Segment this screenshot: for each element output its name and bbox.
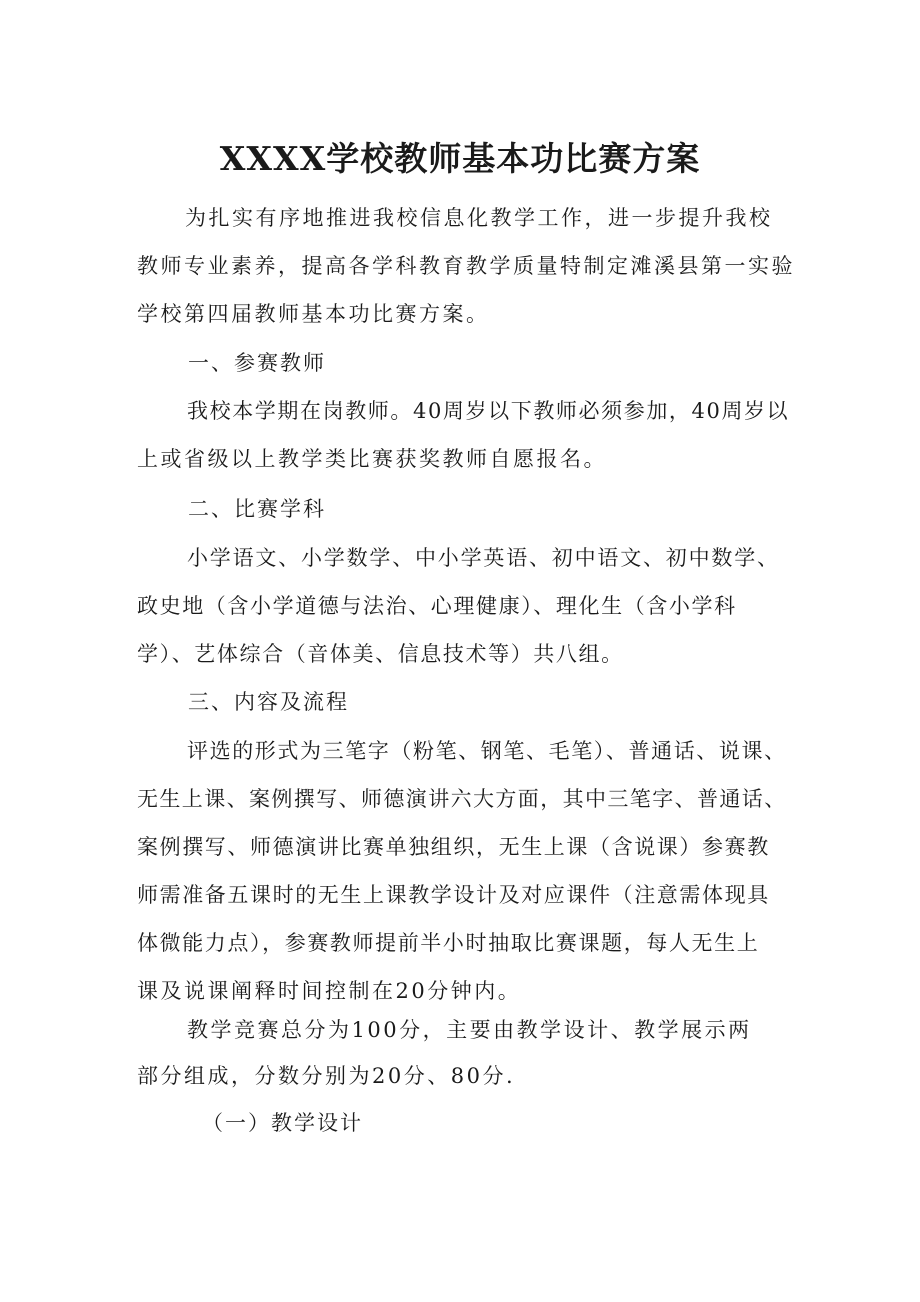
intro-line-3: 学校第四届教师基本功比赛方案。: [137, 302, 490, 326]
section-2-line-3: 学）、艺体综合（音体美、信息技术等）共八组。: [137, 642, 624, 666]
section-2-heading: 二、比赛学科: [188, 497, 326, 521]
subsection-heading: （一）教学设计: [202, 1111, 363, 1135]
section-3-line-3: 案例撰写、师德演讲比赛单独组织，无生上课（含说课）参赛教: [137, 835, 770, 859]
intro-line-1: 为扎实有序地推进我校信息化教学工作，进一步提升我校: [185, 206, 773, 230]
score-line-2: 部分组成，分数分别为20分、80分.: [137, 1064, 516, 1088]
intro-line-2: 教师专业素养，提高各学科教育教学质量特制定滩溪县第一实验: [137, 254, 795, 278]
section-2-line-2: 政史地（含小学道德与法治、心理健康）、理化生（含小学科: [137, 594, 737, 618]
section-1-line-1: 我校本学期在岗教师。40周岁以下教师必须参加，40周岁以: [187, 399, 790, 423]
section-1-line-2: 上或省级以上教学类比赛获奖教师自愿报名。: [137, 447, 607, 471]
section-1-heading: 一、参赛教师: [188, 351, 326, 375]
score-line-1: 教学竞赛总分为100分，主要由教学设计、教学展示两: [187, 1018, 752, 1042]
section-2-line-1: 小学语文、小学数学、中小学英语、初中语文、初中数学、: [187, 546, 780, 570]
section-3-line-4: 师需准备五课时的无生上课教学设计及对应课件（注意需体现具: [137, 883, 770, 907]
document-title: XXXX学校教师基本功比赛方案: [219, 139, 701, 178]
section-3-line-5: 体微能力点），参赛教师提前半小时抽取比赛课题，每人无生上: [137, 931, 760, 955]
section-3-line-2: 无生上课、案例撰写、师德演讲六大方面，其中三笔字、普通话、: [137, 787, 787, 811]
section-3-line-1: 评选的形式为三笔字（粉笔、钢笔、毛笔）、普通话、说课、: [187, 739, 787, 763]
section-3-line-6: 课及说课阐释时间控制在20分钟内。: [137, 979, 522, 1003]
section-3-heading: 三、内容及流程: [188, 690, 349, 714]
